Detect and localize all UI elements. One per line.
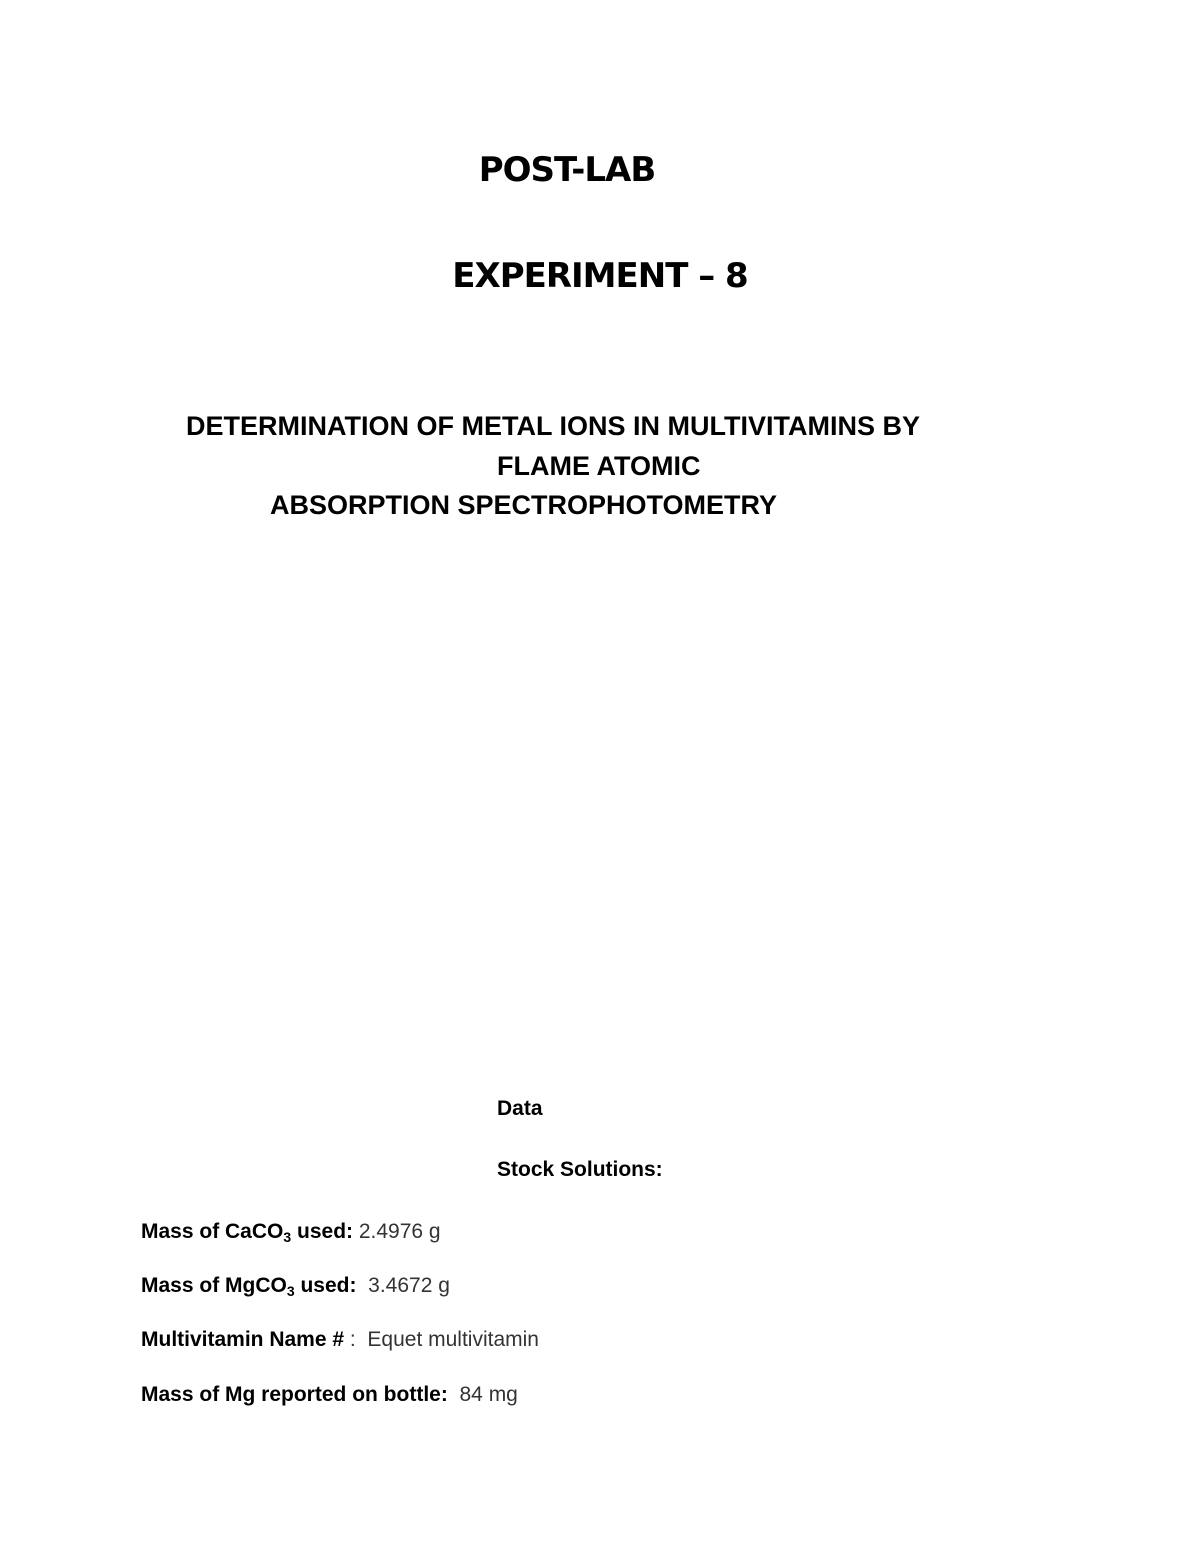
multivitamin-name-value: Equet multivitamin <box>355 1328 539 1351</box>
multivitamin-name-label: Multivitamin Name # <box>141 1328 345 1351</box>
mgco3-mass-label <box>141 1274 356 1297</box>
caco3-label-prefix: Mass of CaCO <box>141 1220 284 1243</box>
mg-reported-value: 84 mg <box>447 1383 518 1406</box>
mgco3-label-prefix: Mass of MgCO <box>141 1274 287 1297</box>
mgco3-mass-value: 3.4672 g <box>356 1274 450 1297</box>
mgco3-label-suffix: used: <box>294 1274 357 1297</box>
mg-reported-field <box>141 1381 518 1409</box>
experiment-heading: EXPERIMENT – 8 <box>452 256 748 296</box>
mgco3-mass-field <box>141 1272 450 1300</box>
caco3-label-suffix: used: <box>291 1220 354 1243</box>
post-lab-heading: POST-LAB <box>478 150 656 190</box>
data-section-label: Data <box>497 1097 543 1120</box>
mg-reported-label: Mass of Mg reported on bottle: <box>141 1383 448 1406</box>
stock-solutions-label: Stock Solutions: <box>497 1158 663 1181</box>
title-line-3: ABSORPTION SPECTROPHOTOMETRY <box>270 490 778 520</box>
title-line-1: DETERMINATION OF METAL IONS IN MULTIVITAMINS BY <box>186 411 920 441</box>
caco3-mass-field <box>141 1218 441 1246</box>
caco3-mass-label <box>141 1220 353 1243</box>
title-line-2: FLAME ATOMIC <box>497 451 701 481</box>
multivitamin-name-field <box>141 1326 539 1354</box>
mgco3-subscript: 3 <box>286 1283 295 1299</box>
caco3-subscript: 3 <box>283 1229 292 1245</box>
caco3-mass-value: 2.4976 g <box>353 1220 441 1243</box>
multivitamin-name-separator: : <box>344 1328 356 1351</box>
